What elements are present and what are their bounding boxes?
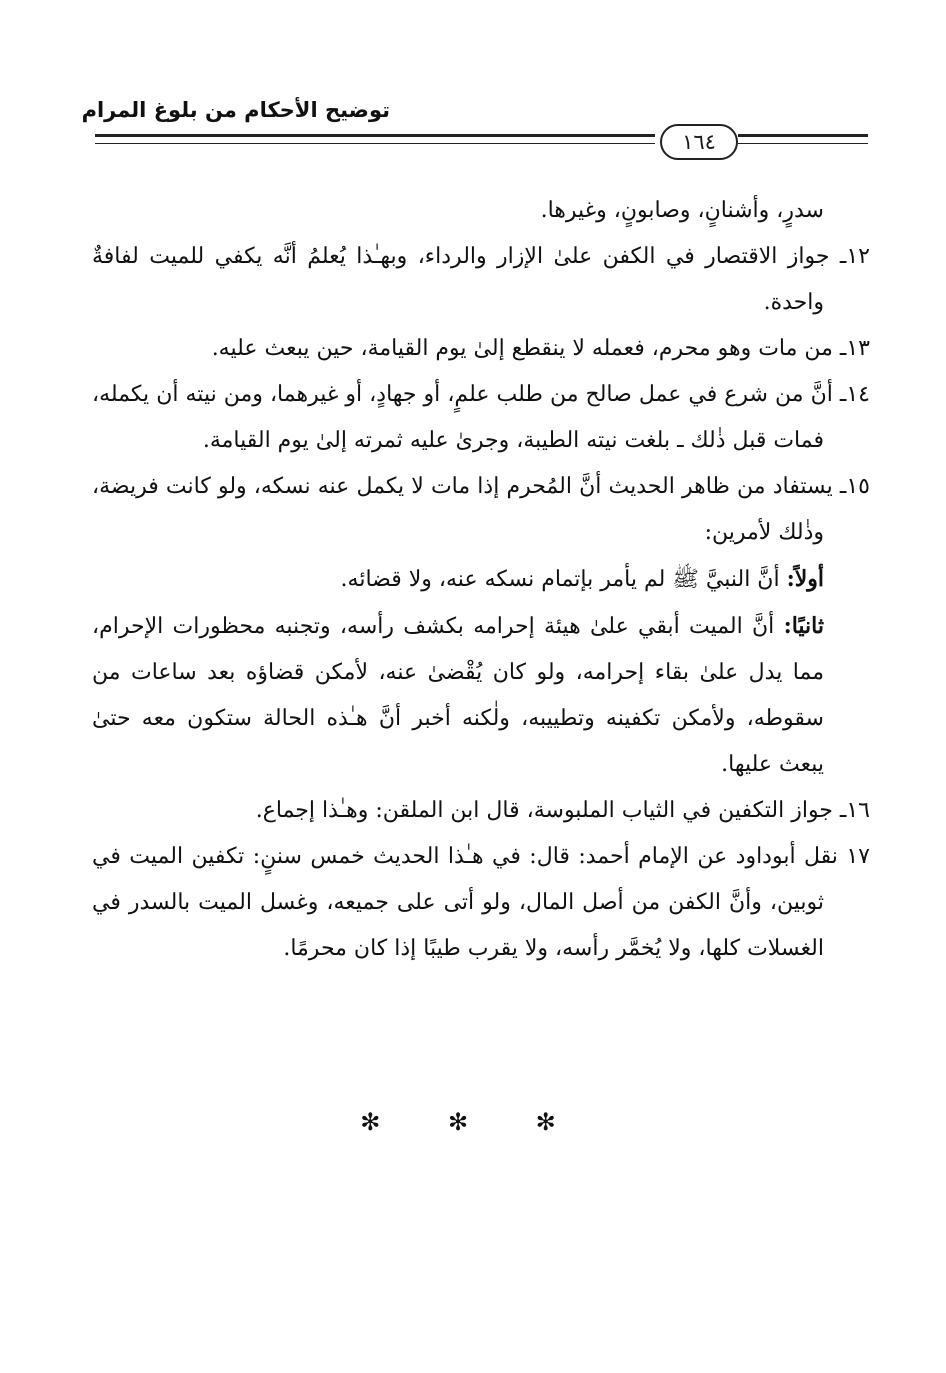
header-rule-left [95,134,655,148]
section-separator-stars: ✻ ✻ ✻ [360,1108,586,1136]
main-text [92,188,870,972]
list-item-13: ١٣ـ من مات وهو محرم، فعمله لا ينقطع إلىٰ يوم القيامة، حين يبعث عليه. [211,336,870,361]
continuation-line: سدرٍ، وأشنانٍ، وصابونٍ، وغيرها. [540,198,824,223]
first-reason-label: أولاً: [786,566,824,592]
list-item-14: ١٤ـ أنَّ من شرع في عمل صالح من طلب علمٍ، أو جهادٍ، أو غيرهما، ومن نيته أن يكمله، فمات قبل ذٰلك ـ بلغت نيته الطيبة، وجرىٰ عليه ثمرته إلىٰ يوم القيامة. [92,382,870,453]
first-reason-text: أنَّ النبيَّ ﷺ لم يأمر بإتمام نسكه عنه، ولا قضائه. [340,567,780,592]
running-header-title: توضيح الأحكام من بلوغ المرام [81,98,390,122]
list-item-16: ١٦ـ جواز التكفين في الثياب الملبوسة، قال ابن الملقن: وهـٰذا إجماع. [255,798,870,823]
page-number: ١٦٤ [660,124,738,160]
list-item-17: ١٧ نقل أبوداود عن الإمام أحمد: قال: في هـٰذا الحديث خمس سننٍ: تكفين الميت في ثوبين، وأنَّ الكفن من أصل المال، ولو أتى على جميعه، وغسل الميت بالسدر في الغسلات كلها، ولا يُخمَّر رأسه، ولا يقرب طيبًا إذا كان محرمًا. [92,844,870,961]
list-item-15: ١٥ـ يستفاد من ظاهر الحديث أنَّ المُحرم إذا مات لا يكمل عنه نسكه، ولو كانت فريضة، وذٰلك لأمرين: [92,474,870,545]
second-reason-label: ثانيًا: [783,613,824,639]
header-rule-right [738,134,868,148]
second-reason-text: أنَّ الميت أبقي علىٰ هيئة إحرامه بكشف رأسه، وتجنبه محظورات الإحرام، مما يدل علىٰ بقاء إحرامه، ولو كان يُقْضىٰ عنه، لأمكن قضاؤه بعد ساعات من سقوطه، ولأمكن تكفينه وتطييبه، ولٰكنه أخبر أنَّ هـٰذه الحالة ستكون معه حتىٰ يبعث عليها. [92,614,825,777]
list-item-12: ١٢ـ جواز الاقتصار في الكفن علىٰ الإزار والرداء، وبهـٰذا يُعلمُ أنَّه يكفي للميت لفافةٌ واحدة. [92,244,870,315]
list-item-15-second-reason [92,603,870,788]
list-item-15-first-reason [92,556,870,603]
